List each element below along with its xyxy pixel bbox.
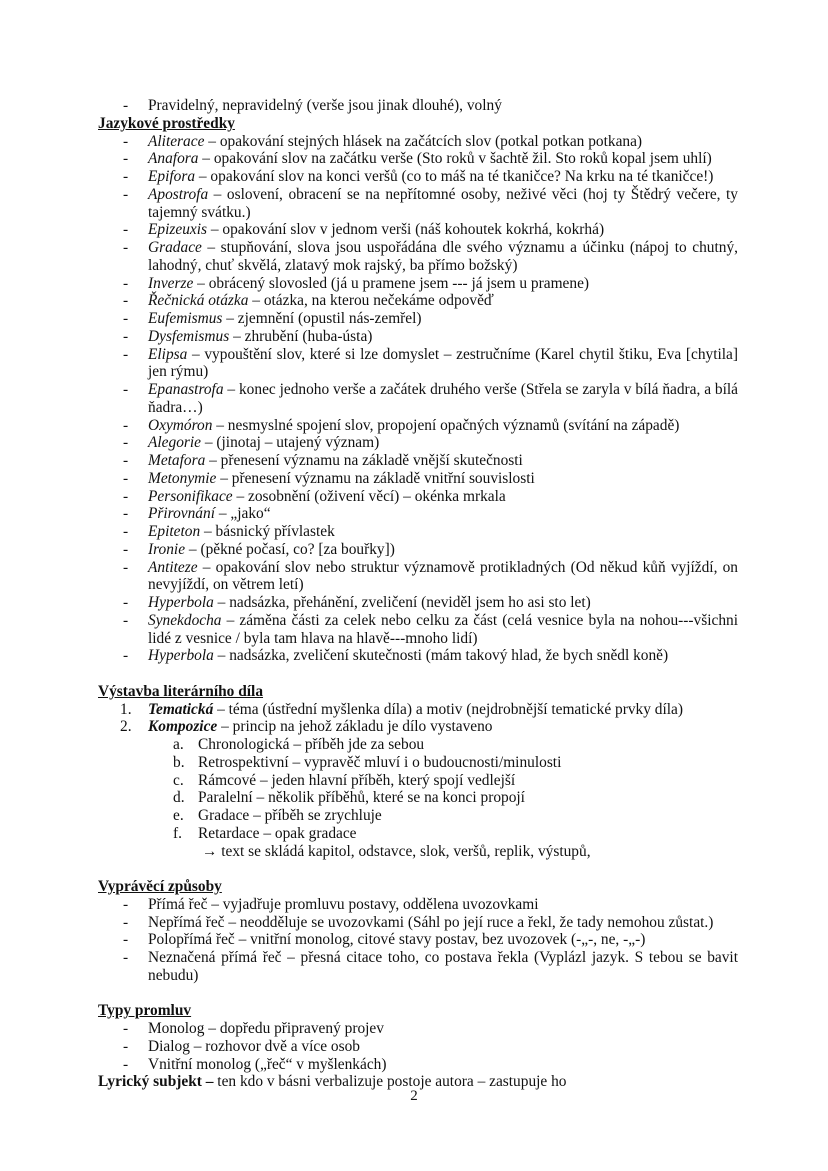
- list-item: [98, 168, 738, 186]
- list-item-text: Dialog – rozhovor dvě a více osob: [148, 1037, 360, 1055]
- lettered-item: [98, 807, 738, 825]
- list-item-text: Apostrofa – oslovení, obracení se na nepřítomné osoby, neživé věci (hoj ty Štědrý večere, ty tajemný svátku.): [148, 185, 738, 221]
- list-item: [98, 186, 738, 222]
- bullet-dash: -: [123, 452, 129, 469]
- list-item: [98, 594, 738, 612]
- list-item: [98, 133, 738, 151]
- term: Eufemismus: [148, 310, 223, 327]
- list-item-text: Ironie – (pěkné počasí, co? [za bouřky]): [148, 540, 395, 558]
- term: Epifora: [148, 168, 196, 185]
- bullet-dash: -: [123, 327, 129, 345]
- term: Tematická: [148, 700, 214, 718]
- bullet-dash: -: [123, 594, 129, 611]
- list-item-text: Monolog – dopředu připravený projev: [148, 1020, 384, 1037]
- list-item: [98, 97, 738, 115]
- section-heading-vystavba: Výstavba literárního díla: [98, 682, 264, 700]
- list-item: [98, 914, 738, 932]
- section-heading-promluvy: Typy promluv: [98, 1002, 192, 1020]
- list-item: [98, 523, 738, 541]
- term: Aliterace: [148, 132, 205, 150]
- list-item: [98, 949, 738, 985]
- item-text: Rámcové – jeden hlavní příběh, který spojí vedlejší: [198, 771, 516, 789]
- bullet-dash: -: [123, 345, 129, 363]
- promluvy-list: [98, 1020, 738, 1073]
- list-item-text: Alegorie – (jinotaj – utajený význam): [148, 434, 380, 452]
- term: Inverze: [148, 274, 194, 292]
- item-letter: d.: [173, 789, 185, 807]
- bullet-dash: -: [123, 416, 129, 434]
- bullet-dash: -: [123, 895, 129, 913]
- list-item: [98, 1038, 738, 1056]
- bullet-dash: -: [123, 381, 129, 398]
- term: Přirovnání: [148, 505, 215, 523]
- jazykove-list: [98, 133, 738, 666]
- list-item-text: Polopřímá řeč – vnitřní monolog, citové stavy postav, bez uvozovek (-„-, ne, -„-): [148, 931, 646, 949]
- term: Epiteton: [148, 523, 201, 540]
- bullet-dash: -: [123, 611, 129, 629]
- term: Personifikace: [148, 487, 233, 505]
- spacer: [98, 665, 738, 683]
- item-text: Paralelní – několik příběhů, které se na konci propojí: [198, 789, 525, 807]
- item-number: 1.: [120, 700, 132, 718]
- bullet-dash: -: [123, 434, 129, 452]
- list-item-text: Přirovnání – „jako“: [148, 505, 271, 523]
- list-item: [98, 559, 738, 595]
- list-item: [98, 328, 738, 346]
- list-item-text: Metonymie – přenesení významu na základě vnitřní souvislosti: [148, 469, 535, 487]
- bullet-dash: -: [123, 469, 129, 487]
- term: Ironie: [148, 540, 186, 558]
- list-item-text: Hyperbola – nadsázka, přehánění, zveličení (neviděl jsem ho asi sto let): [148, 594, 591, 611]
- term: Gradace: [148, 239, 202, 256]
- list-item-text: Gradace – stupňování, slova jsou uspořádána dle svého významu a účinku (nápoj to chutný, lahodný, chuť skvělá, zlatavý mok rajský, ba přímo božský): [148, 239, 738, 274]
- numbered-item: 1. Tematická – téma (ústřední myšlenka díla) a motiv (nejdrobnější tematické prvky díla): [120, 700, 683, 718]
- list-item-text: Eufemismus – zjemnění (opustil nás-zemřel): [148, 310, 422, 327]
- term: Epanastrofa: [148, 381, 224, 398]
- list-item-text: Neznačená přímá řeč – přesná citace toho, co postava řekla (Vyplázl jazyk. S tebou se bavit nebudu): [148, 949, 738, 984]
- list-item-text: Oxymóron – nesmyslné spojení slov, propojení opačných významů (svítání na západě): [148, 416, 680, 434]
- term: Epizeuxis: [148, 221, 207, 239]
- list-item-text: Inverze – obrácený slovosled (já u pramene jsem --- já jsem u pramene): [148, 274, 590, 292]
- spacer: [98, 985, 738, 1003]
- list-item-text: Aliterace – opakování stejných hlásek na začátcích slov (potkal potkan potkana): [148, 132, 643, 150]
- list-item-text: Elipsa – vypouštění slov, které si lze domyslet – zestručníme (Karel chytil štiku, Eva [chytila] jen rýmu): [148, 345, 738, 381]
- list-item: [98, 647, 738, 665]
- bullet-dash: -: [123, 540, 129, 558]
- list-item: [98, 488, 738, 506]
- section-heading-jazykove: Jazykové prostředky: [98, 114, 235, 132]
- list-item: [98, 896, 738, 914]
- list-item-text: Pravidelný, nepravidelný (verše jsou jinak dlouhé), volný: [148, 97, 502, 114]
- list-item: [98, 150, 738, 168]
- term: Elipsa: [148, 345, 188, 363]
- lettered-item: [98, 825, 738, 843]
- term: Antiteze: [148, 558, 198, 576]
- item-text: Retardace – opak gradace: [198, 824, 357, 842]
- list-item-text: Synekdocha – záměna části za celek nebo celku za část (celá vesnice byla na nohou---všichni lidé z vesnice / byla tam hlava na hlavě---mnoho lidí): [148, 611, 738, 647]
- lettered-item: [98, 789, 738, 807]
- list-item-text: Personifikace – zosobnění (oživení věcí) – okénka mrkala: [148, 487, 506, 505]
- bullet-dash: -: [123, 168, 129, 185]
- document-page: [98, 97, 738, 1091]
- list-item: [98, 275, 738, 293]
- list-item-text: Anafora – opakování slov na začátku verše (Sto roků v šachtě žil. Sto roků kopal jsem uhlí): [148, 150, 712, 168]
- bullet-dash: -: [123, 523, 129, 540]
- term: Kompozice: [148, 718, 218, 736]
- term: Hyperbola: [148, 647, 214, 665]
- lyricky-term: Lyrický subjekt –: [98, 1073, 214, 1091]
- kompozice-sublist: [98, 736, 738, 843]
- list-item: [98, 541, 738, 559]
- vystavba-list: [98, 701, 738, 737]
- term: Metonymie: [148, 469, 217, 487]
- item-text: Gradace – příběh se zrychluje: [198, 807, 382, 824]
- spacer: [98, 860, 738, 878]
- list-item: [98, 505, 738, 523]
- arrow-note: → text se skládá kapitol, odstavce, slok, veršů, replik, výstupů,: [202, 842, 591, 860]
- list-item: [98, 310, 738, 328]
- list-item-text: Dysfemismus – zhrubění (huba-ústa): [148, 327, 373, 345]
- term: Anafora: [148, 150, 199, 168]
- bullet-dash: -: [123, 558, 129, 576]
- list-item: [98, 452, 738, 470]
- term: Alegorie: [148, 434, 201, 452]
- item-letter: e.: [173, 807, 184, 824]
- term: Synekdocha: [148, 611, 222, 629]
- list-item: [98, 1020, 738, 1038]
- bullet-dash: -: [123, 132, 129, 150]
- bullet-dash: -: [123, 185, 129, 203]
- item-letter: c.: [173, 771, 184, 789]
- lettered-item: [98, 772, 738, 790]
- bullet-dash: -: [123, 505, 129, 523]
- numbered-item: 2. Kompozice – princip na jehož základu je dílo vystaveno: [120, 718, 493, 736]
- list-item-text: Nepřímá řeč – neodděluje se uvozovkami (Sáhl po její ruce a řekl, že tady nemohou zůstat.): [148, 913, 714, 931]
- bullet-dash: -: [123, 97, 129, 114]
- vypravece-list: [98, 896, 738, 985]
- term: Apostrofa: [148, 185, 209, 203]
- list-item-text: Řečnická otázka – otázka, na kterou nečekáme odpověď: [148, 292, 494, 310]
- term: Oxymóron: [148, 416, 213, 434]
- list-item-text: Antiteze – opakování slov nebo struktur významově protikladných (Od někud kůň vyjíždí, on nevyjíždí, on větrem letí): [148, 558, 738, 594]
- list-item-text: Metafora – přenesení významu na základě vnější skutečnosti: [148, 452, 523, 469]
- bullet-dash: -: [123, 310, 129, 327]
- list-item: [98, 417, 738, 435]
- lyricky-text: ten kdo v básni verbalizuje postoje autora – zastupuje ho: [213, 1073, 567, 1091]
- list-item-text: Epizeuxis – opakování slov v jednom verši (náš kohoutek kokrhá, kokrhá): [148, 221, 605, 239]
- list-item-text: Přímá řeč – vyjadřuje promluvu postavy, oddělena uvozovkami: [148, 895, 539, 913]
- term: Řečnická otázka: [148, 292, 249, 310]
- list-item: [98, 931, 738, 949]
- list-item: [98, 1056, 738, 1074]
- term: Dysfemismus: [148, 327, 230, 345]
- bullet-dash: -: [123, 150, 129, 168]
- bullet-dash: -: [123, 487, 129, 505]
- item-number: 2.: [120, 718, 132, 736]
- list-item: [98, 292, 738, 310]
- list-item-text: Epiteton – básnický přívlastek: [148, 523, 335, 540]
- page-number: 2: [410, 1088, 418, 1104]
- list-item-text: Epanastrofa – konec jednoho verše a začátek druhého verše (Střela se zaryla v bílá ňadra, a bílá ňadra…): [148, 381, 738, 416]
- list-item: [98, 612, 738, 648]
- lettered-item: [98, 754, 738, 772]
- item-text: Retrospektivní – vypravěč mluví i o budoucnosti/minulosti: [198, 753, 562, 771]
- bullet-dash: -: [123, 1055, 129, 1073]
- bullet-dash: -: [123, 292, 129, 310]
- list-item: [98, 346, 738, 382]
- list-item: [98, 434, 738, 452]
- list-item-text: Vnitřní monolog („řeč“ v myšlenkách): [148, 1055, 387, 1073]
- bullet-dash: -: [123, 647, 129, 665]
- bullet-dash: -: [123, 239, 129, 256]
- list-item: [98, 470, 738, 488]
- bullet-dash: -: [123, 1020, 129, 1037]
- list-item-text: Epifora – opakování slov na konci veršů (co to máš na té tkaničce? Na krku na té tkaničce!): [148, 168, 714, 185]
- bullet-dash: -: [123, 913, 129, 931]
- bullet-dash: -: [123, 931, 129, 949]
- lettered-item: [98, 736, 738, 754]
- item-text: Chronologická – příběh jde za sebou: [198, 736, 425, 753]
- bullet-dash: -: [123, 949, 129, 966]
- bullet-dash: -: [123, 274, 129, 292]
- term: Metafora: [148, 452, 206, 469]
- term: Hyperbola: [148, 594, 214, 611]
- bullet-dash: -: [123, 1037, 129, 1055]
- list-item: [98, 239, 738, 275]
- item-letter: a.: [173, 736, 184, 753]
- section-heading-vypravece: Vyprávěcí způsoby: [98, 878, 222, 895]
- item-letter: b.: [173, 753, 185, 771]
- bullet-dash: -: [123, 221, 129, 239]
- list-item: [98, 221, 738, 239]
- list-item-text: Hyperbola – nadsázka, zveličení skutečnosti (mám takový hlad, že bych snědl koně): [148, 647, 669, 665]
- item-letter: f.: [173, 824, 182, 842]
- list-item: [98, 381, 738, 417]
